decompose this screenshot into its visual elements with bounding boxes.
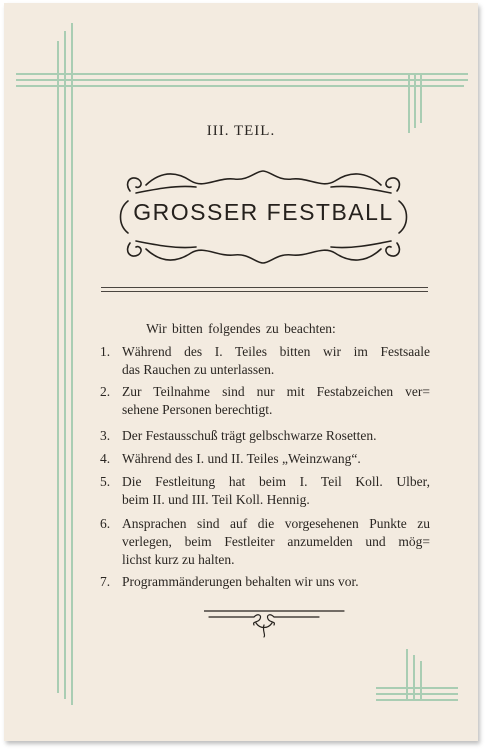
item-text-line: sehene Personen berechtigt. [122,402,273,417]
item-number: 3. [100,428,111,443]
item-text-line: lichst kurz zu halten. [122,552,235,567]
item-text-line: verlegen, beim Festleiter anzumelden und mög= [122,534,430,549]
intro-text: Wir bitten folgendes zu beachten: [146,321,336,336]
item-text-line: Ansprachen sind auf die vorgesehenen Punkte zu [122,516,430,531]
item-text-line: Die Festleitung hat beim I. Teil Koll. Ulber, [122,474,430,489]
item-text-line: Zur Teilnahme sind nur mit Festabzeichen ver= [122,384,430,399]
item-number: 6. [100,516,111,531]
item-number: 7. [100,574,111,589]
item-number: 5. [100,474,111,489]
divider-rule-top [101,287,428,288]
part-title: III. TEIL. [206,123,276,139]
item-text-line: beim II. und III. Teil Koll. Hennig. [122,492,310,507]
item-number: 4. [100,451,111,466]
divider-rule-bottom [101,291,428,292]
item-text-line: Programmänderungen behalten wir uns vor. [122,574,359,589]
item-text-line: das Rauchen zu unterlassen. [122,362,275,377]
bottom-ornament [204,609,354,641]
item-number: 1. [100,344,111,359]
item-text-line: Der Festausschuß trägt gelbschwarze Rosetten. [122,428,377,443]
main-title: GROSSER FESTBALL [133,199,394,225]
item-number: 2. [100,384,111,399]
item-text-line: Während des I. und II. Teiles „Weinzwang“. [122,451,361,466]
item-text-line: Während des I. Teiles bitten wir im Festsaale [122,344,430,359]
program-page [4,3,478,741]
